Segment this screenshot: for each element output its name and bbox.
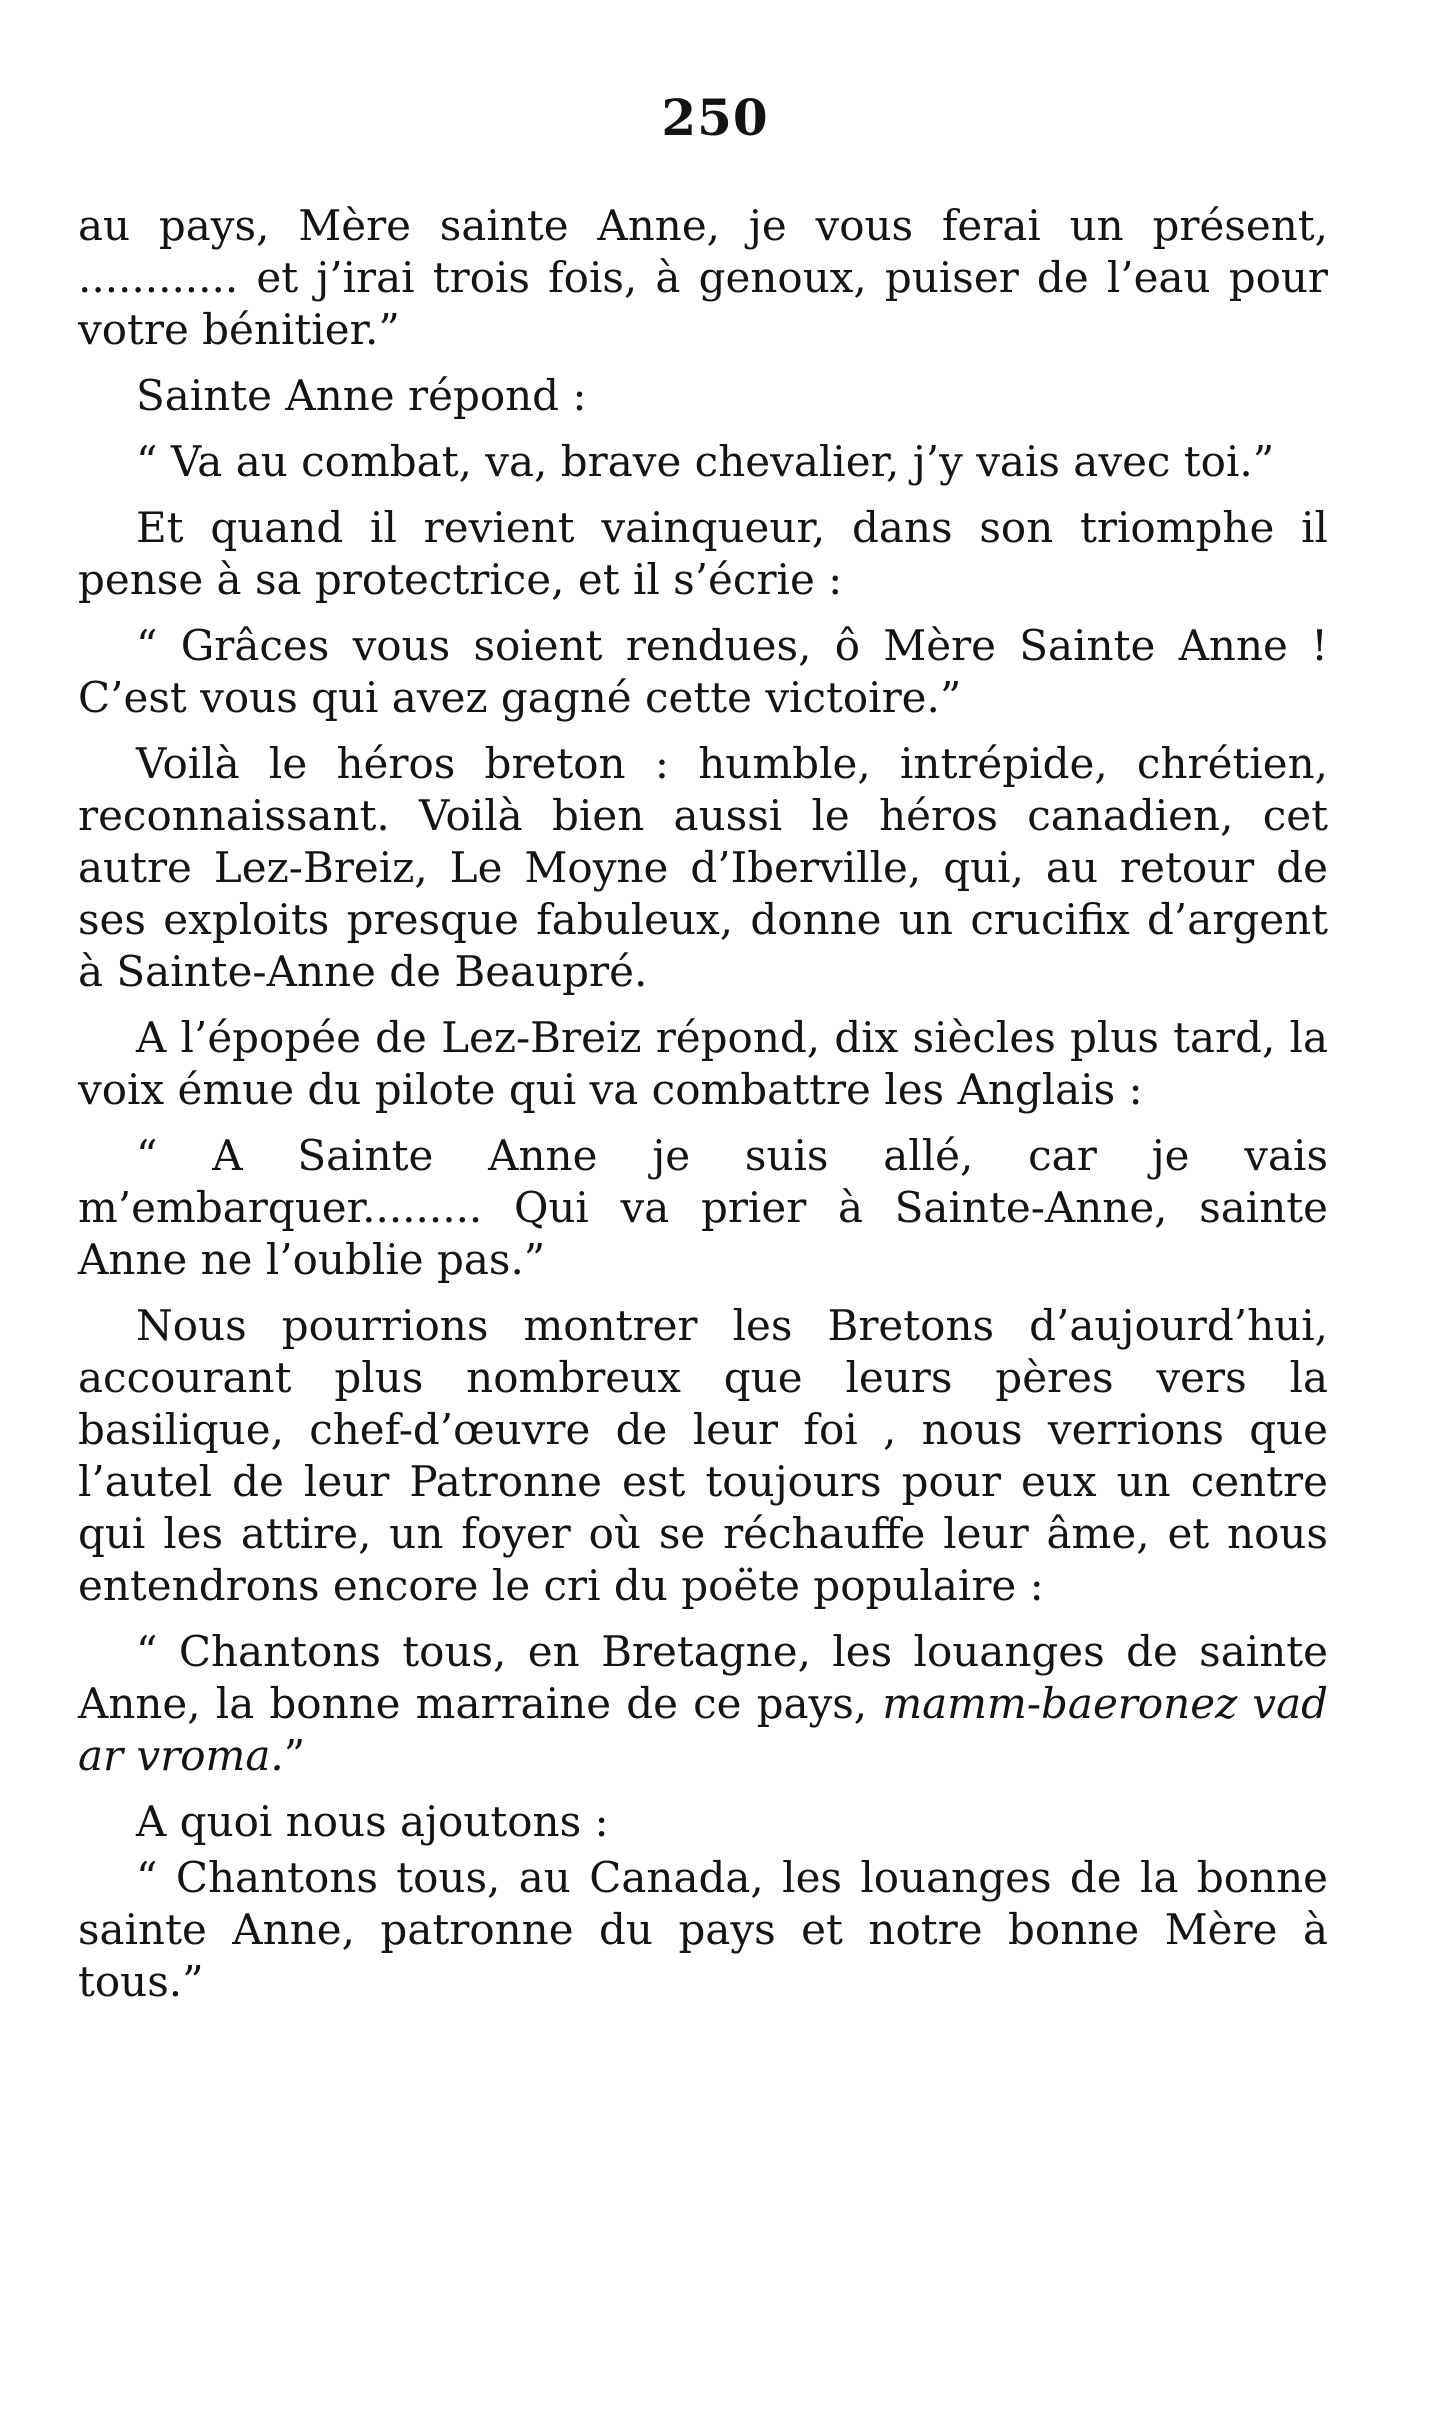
body-text: [78, 200, 1328, 2022]
breton-phrase: mamm-baeronez vad ar vroma.: [78, 1679, 1328, 1780]
quote-close: ”: [283, 1731, 306, 1780]
quote-chantons-bretagne-text: “ Chantons tous, en Bretagne, les louanges de sainte Anne, la bonne marraine de ce pays,: [78, 1627, 1328, 1728]
quote-chantons-bretagne: [78, 1626, 1328, 1782]
paragraph-bretons-aujourdhui: Nous pourrions montrer les Bretons d’aujourd’hui, accourant plus nombreux que leurs pères vers la basilique, chef-d’œuvre de leur foi , nous verrions que l’autel de leur Patronne est toujours pour eux un centre qui les attire, un foyer où se réchauffe leur âme, et nous entendrons encore le cri du poëte populaire :: [78, 1301, 1328, 1610]
paragraph-revient-vainqueur: Et quand il revient vainqueur, dans son triomphe il pense à sa protectrice, et il s’écrie :: [78, 503, 1328, 604]
quote-chantons-canada: “ Chantons tous, au Canada, les louanges de la bonne sainte Anne, patronne du pays et notre bonne Mère à tous.”: [78, 1853, 1328, 2006]
paragraph-epopee: A l’épopée de Lez-Breiz répond, dix siècles plus tard, la voix émue du pilote qui va combattre les Anglais :: [78, 1013, 1328, 1114]
quote-va-au-combat: “ Va au combat, va, brave chevalier, j’y vais avec toi.”: [136, 437, 1275, 486]
paragraph-heros-breton: Voilà le héros breton : humble, intrépide, chrétien, reconnaissant. Voilà bien aussi le héros canadien, cet autre Lez-Breiz, Le Moyne d’Iberville, qui, au retour de ses exploits presque fabuleux, donne un crucifix d’argent à Sainte-Anne de Beaupré.: [78, 739, 1328, 996]
paragraph-a-quoi: A quoi nous ajoutons :: [136, 1797, 609, 1846]
page-number: 250: [661, 88, 769, 147]
quote-pilote: “ A Sainte Anne je suis allé, car je vais m’embarquer......... Qui va prier à Sainte-Anne, sainte Anne ne l’oublie pas.”: [78, 1131, 1328, 1284]
paragraph-sainte-anne-repond: Sainte Anne répond :: [136, 371, 587, 420]
paragraph-continuation: au pays, Mère sainte Anne, je vous ferai un présent, ............ et j’irai trois fois, à genoux, puiser de l’eau pour votre bénitier.”: [78, 201, 1328, 354]
quote-graces: “ Grâces vous soient rendues, ô Mère Sainte Anne ! C’est vous qui avez gagné cette victoire.”: [78, 621, 1328, 722]
